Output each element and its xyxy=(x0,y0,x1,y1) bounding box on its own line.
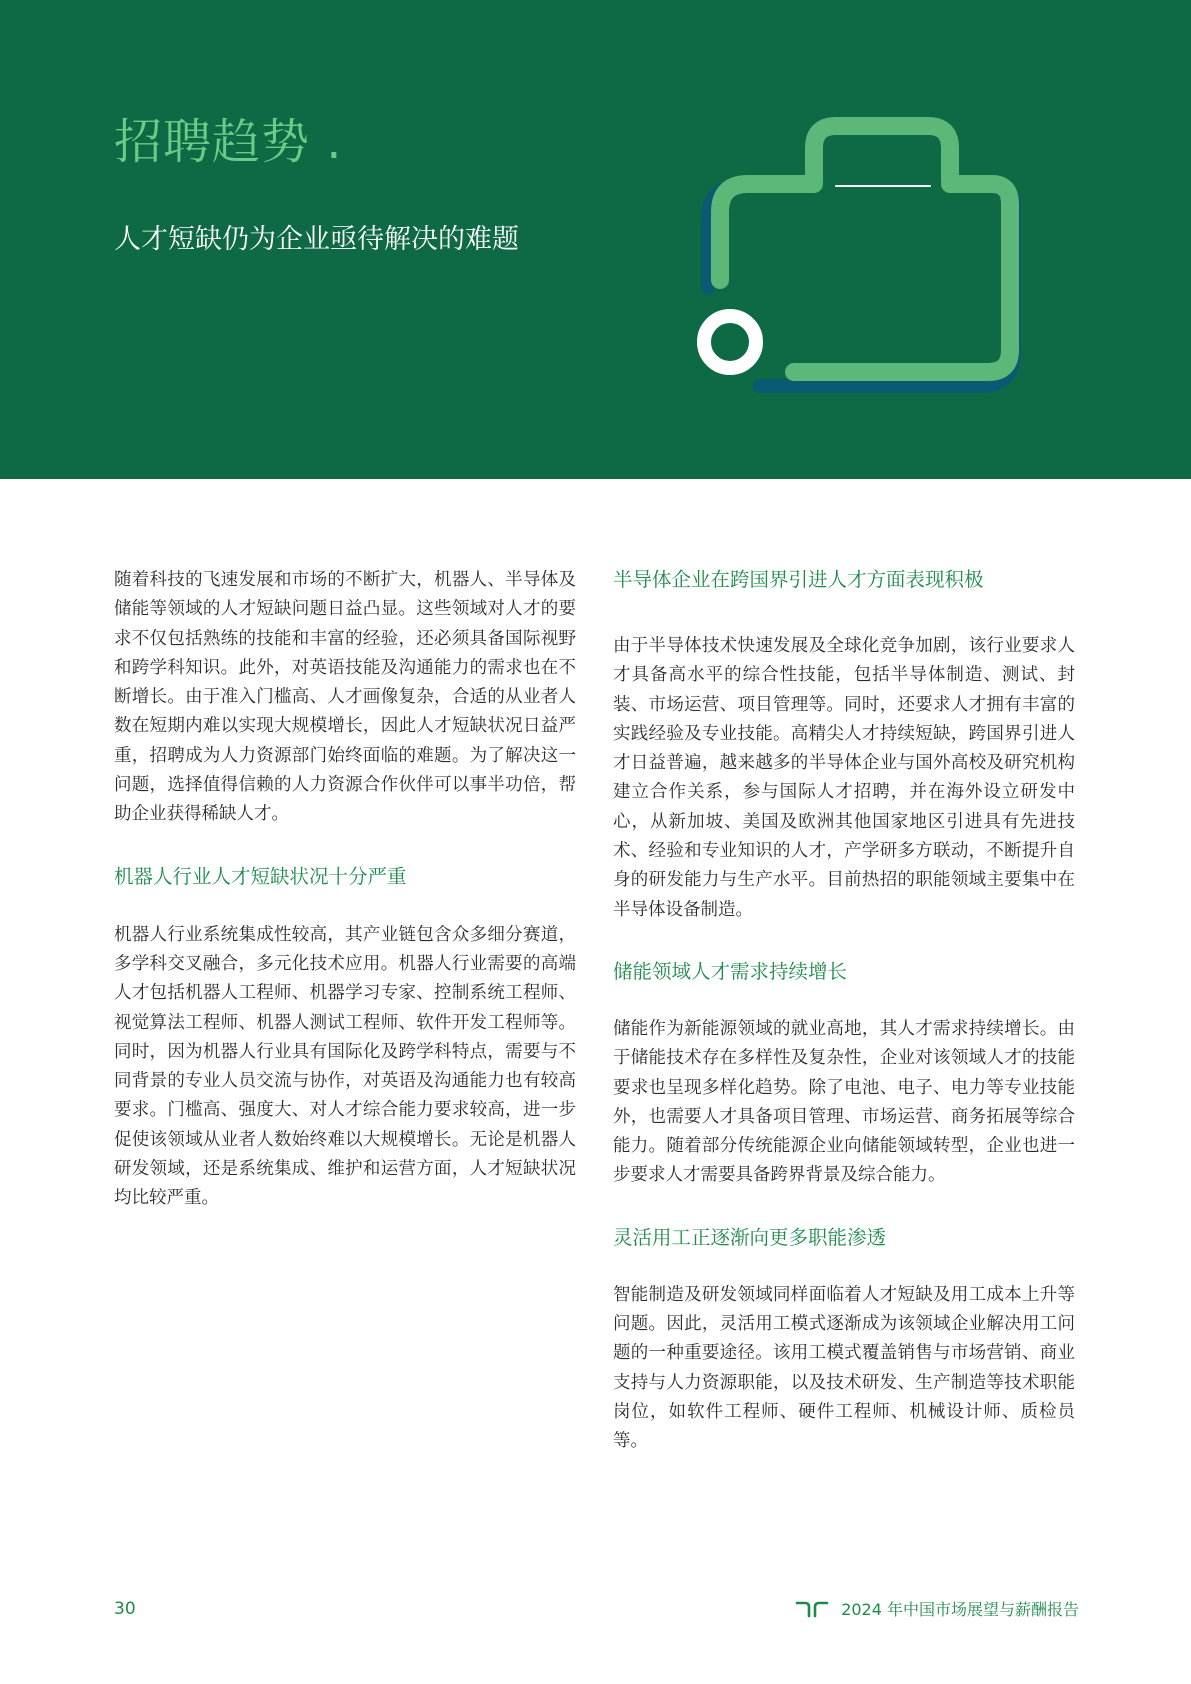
left-column xyxy=(114,566,576,1214)
page-title: 招聘趋势 . xyxy=(114,114,343,170)
section-body-flexible-staffing: 智能制造及研发领域同样面临着人才短缺及用工成本上升等问题。因此，灵活用工模式逐渐成为该领域企业解决用工问题的一种重要途径。该用工模式覆盖销售与市场营销、商业支持与人力资源职能，以及技术研发、生产制造等技术职能岗位，如软件工程师、硬件工程师、机械设计师、质检员等。 xyxy=(613,1284,1075,1452)
section-body-energy-storage: 储能作为新能源领域的就业高地，其人才需求持续增长。由于储能技术存在多样性及复杂性，企业对该领域人才的技能要求也呈现多样化趋势。除了电池、电子、电力等专业技能外，也需要人才具备项目管理、市场运营、商务拓展等综合能力。随着部分传统能源企业向储能领域转型，企业也进一步要求人才需要具备跨界背景及综合能力。 xyxy=(613,1018,1075,1186)
section-body-semiconductor: 由于半导体技术快速发展及全球化竞争加剧，该行业要求人才具备高水平的综合性技能，包括半导体制造、测试、封装、市场运营、项目管理等。同时，还要求人才拥有丰富的实践经验及专业技能。高精尖人才持续短缺，跨国界引进人才日益普遍，越来越多的半导体企业与国外高校及研究机构建立合作关系，参与国际人才招聘，并在海外设立研发中心，从新加坡、美国及欧洲其他国家地区引进具有先进技术、经验和专业知识的人才，产学研多方联动，不断提升自身的研发能力与生产水平。目前热招的职能领域主要集中在半导体设备制造。 xyxy=(613,636,1075,920)
section-heading-energy-storage: 储能领域人才需求持续增长 xyxy=(613,959,848,983)
section-heading-robotics: 机器人行业人才短缺状况十分严重 xyxy=(114,864,407,888)
intro-paragraph: 随着科技的飞速发展和市场的不断扩大，机器人、半导体及储能等领域的人才短缺问题日益凸显。这些领域对人才的要求不仅包括熟练的技能和丰富的经验，还必须具备国际视野和跨学科知识。此外，对英语技能及沟通能力的需求也在不断增长。由于准入门槛高、人才画像复杂，合适的从业者人数在短期内难以实现大规模增长，因此人才短缺状况日益严重，招聘成为人力资源部门始终面临的难题。为了解决这一问题，选择值得信赖的人力资源合作伙伴可以事半功倍，帮助企业获得稀缺人才。 xyxy=(114,570,576,825)
section-body-robotics: 机器人行业系统集成性较高，其产业链包含众多细分赛道，多学科交叉融合，多元化技术应用。机器人行业需要的高端人才包括机器人工程师、机器学习专家、控制系统工程师、视觉算法工程师、机器人测试工程师、软件开发工程师等。同时，因为机器人行业具有国际化及跨学科特点，需要与不同背景的专业人员交流与协作，对英语及沟通能力也有较高要求。门槛高、强度大、对人才综合能力要求较高，进一步促使该领域从业者人数始终难以大规模增长。无论是机器人研发领域，还是系统集成、维护和运营方面，人才短缺状况均比较严重。 xyxy=(114,924,576,1209)
section-heading-semiconductor: 半导体企业在跨国界引进人才方面表现积极 xyxy=(613,568,984,591)
brand-logo-icon xyxy=(795,1600,829,1618)
hero-banner xyxy=(0,0,1191,479)
footer-brand xyxy=(795,1597,1079,1620)
page-number: 30 xyxy=(114,1599,136,1619)
section-heading-flexible-staffing: 灵活用工正逐渐向更多职能渗透 xyxy=(613,1225,887,1249)
page-subtitle: 人才短缺仍为企业亟待解决的难题 xyxy=(114,224,519,255)
report-title: 2024 年中国市场展望与薪酬报告 xyxy=(841,1600,1079,1619)
briefcase-icon xyxy=(690,110,1050,410)
right-column xyxy=(613,566,1075,1457)
